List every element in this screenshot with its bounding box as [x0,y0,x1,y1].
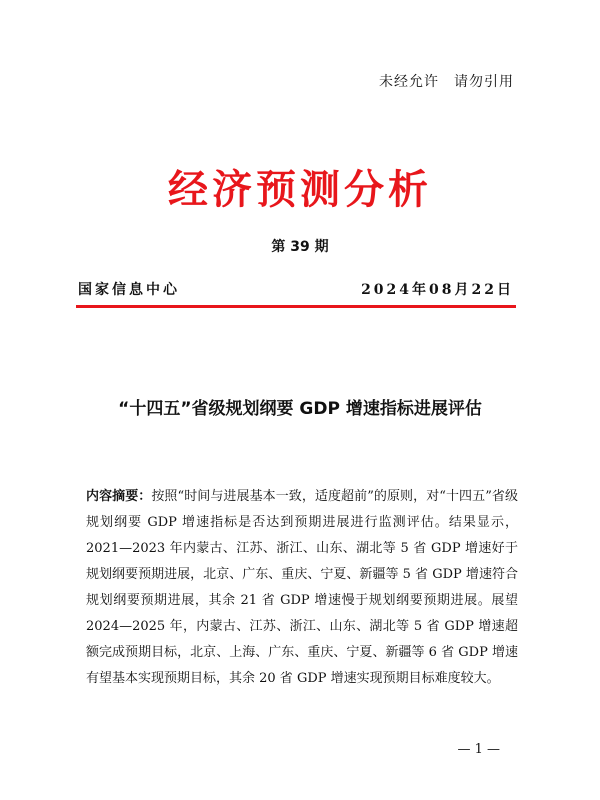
abstract-label: 内容摘要： [86,489,152,504]
article-title: “十四五”省级规划纲要 GDP 增速指标进展评估 [118,399,482,419]
publication-date: 2024年08月22日 [361,282,514,298]
organization-name: 国家信息中心 [78,282,180,298]
red-divider-rule [76,305,516,308]
masthead-title: 经济预测分析 [168,167,432,213]
abstract-paragraph [86,484,518,692]
page-number: — 1 — [457,742,500,757]
no-citation-notice: 未经允许 请勿引用 [379,74,514,90]
abstract-body: 按照“时间与进展基本一致，适度超前”的原则，对“十四五”省级规划纲要 GDP 增速指标是否达到预期进展进行监测评估。结果显示，2021—2023 年内蒙古、江苏、浙江、山东、湖北等 5 省 GDP 增速好于规划纲要预期进展，北京、广东、重庆、宁夏、新疆等 5 省 GDP 增速符合规划纲要预期进展，其余 21 省 GDP 增速慢于规划纲要预期进展。展望 2024—2025 年，内蒙古、江苏、浙江、山东、湖北等 5 省 GDP 增速超额完成预期目标，北京、上海、广东、重庆、宁夏、新疆等 6 省 GDP 增速有望基本实现预期目标，其余 20 省 GDP 增速实现预期目标难度较大。 [86,489,518,686]
issue-number: 第 39 期 [271,239,329,255]
